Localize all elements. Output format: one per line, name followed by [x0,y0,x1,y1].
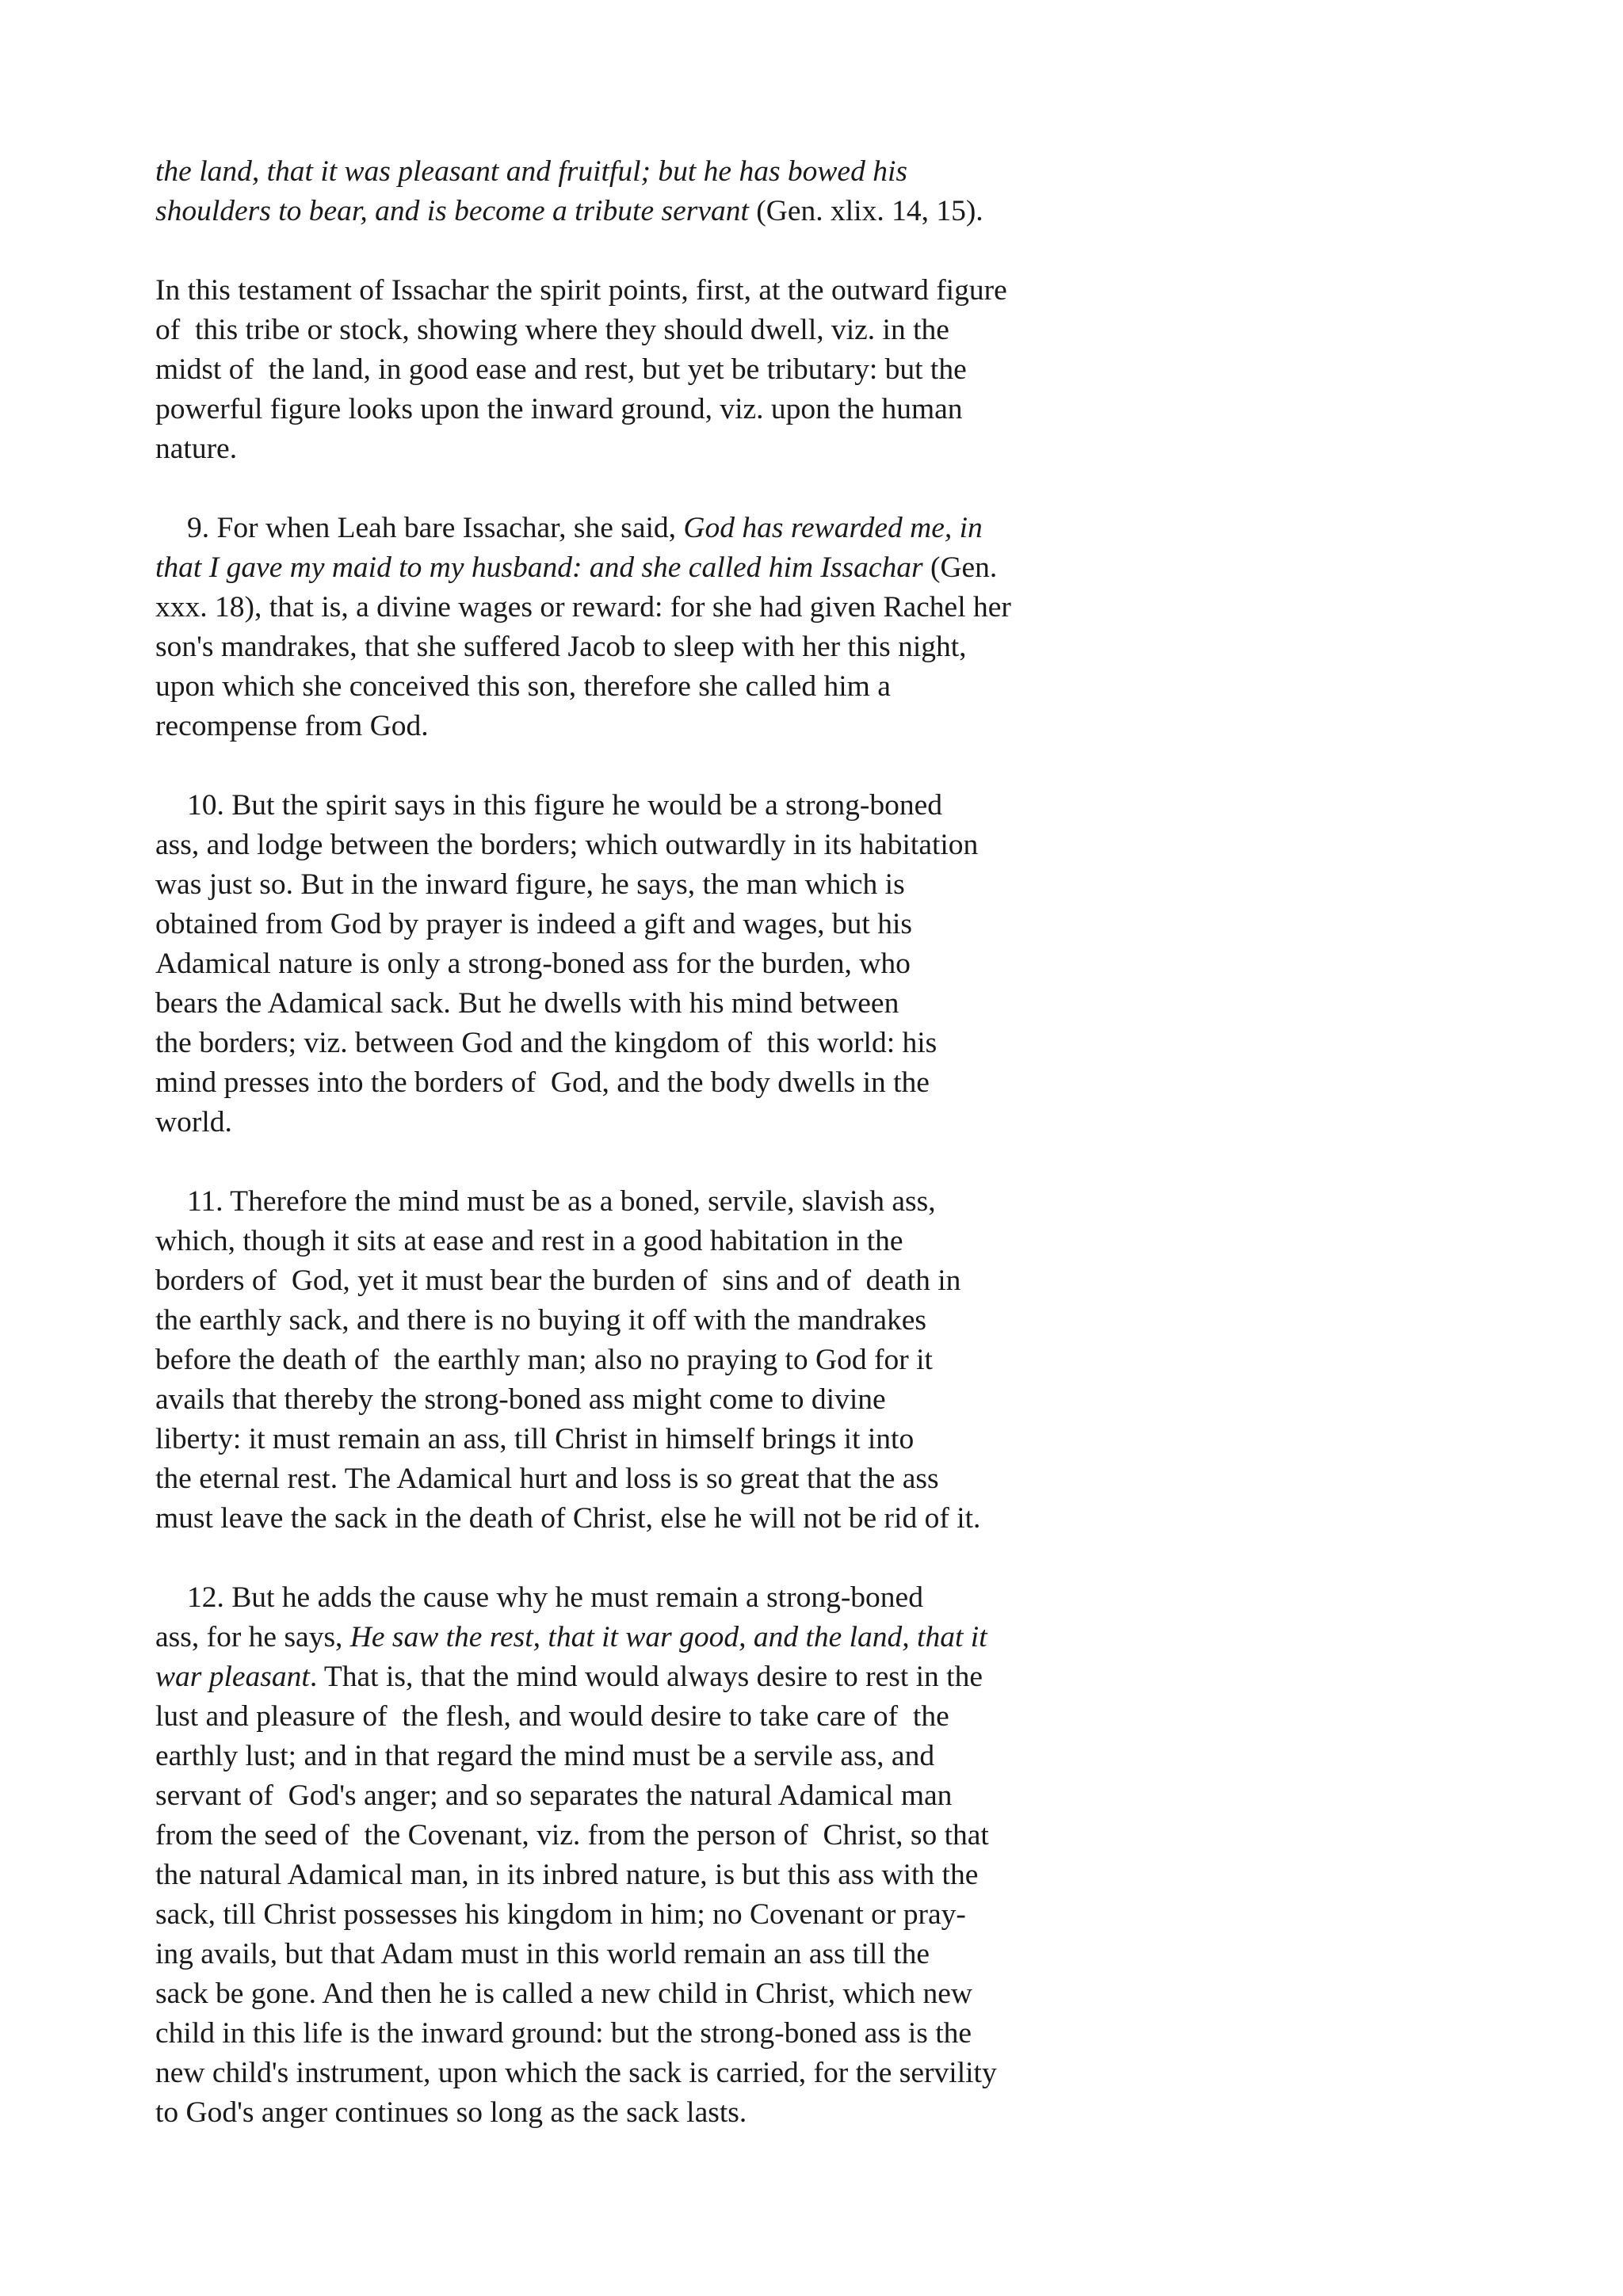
paragraph-gap [155,1142,1281,1182]
text-line: the natural Adamical man, in its inbred nature, is but this ass with the [155,1859,979,1891]
text-line: the eternal rest. The Adamical hurt and loss is so great that the ass [155,1463,939,1495]
text-line: powerful figure looks upon the inward ground, viz. upon the human [155,393,963,425]
text-line: that I gave my maid to my husband: and she called him Issachar (Gen. [155,551,998,584]
text-line: shoulders to bear, and is become a tribute servant (Gen. xlix. 14, 15). [155,195,983,227]
text-line: ass, and lodge between the borders; which outwardly in its habitation [155,829,979,861]
text-line: sack, till Christ possesses his kingdom in him; no Covenant or pray- [155,1898,966,1931]
text-line: ing avails, but that Adam must in this world remain an ass till the [155,1938,930,1970]
text-line: 10. But the spirit says in this figure he would be a strong-boned [187,789,942,822]
paragraph-gap [155,746,1281,786]
text-line: nature. [155,433,238,465]
document-page [155,152,1281,2133]
text-line: liberty: it must remain an ass, till Christ in himself brings it into [155,1423,915,1455]
text-line: earthly lust; and in that regard the mind must be a servile ass, and [155,1740,935,1772]
text-line: obtained from God by prayer is indeed a gift and wages, but his [155,908,912,940]
text-line: of this tribe or stock, showing where they should dwell, viz. in the [155,314,949,346]
text-line: 9. For when Leah bare Issachar, she said, God has rewarded me, in [187,512,983,544]
text-line: from the seed of the Covenant, viz. from the person of Christ, so that [155,1819,989,1852]
text-line: to God's anger continues so long as the sack lasts. [155,2096,747,2129]
text-line: xxx. 18), that is, a divine wages or reward: for she had given Rachel her [155,591,1011,624]
text-line: recompense from God. [155,710,429,742]
paragraph-gap [155,231,1281,271]
text-line: ass, for he says, He saw the rest, that it war good, and the land, that it [155,1621,987,1653]
intro-quote [155,152,1281,231]
text-line: war pleasant. That is, that the mind would always desire to rest in the [155,1661,983,1693]
text-line: upon which she conceived this son, therefore she called him a [155,670,891,703]
paragraph-gap [155,469,1281,509]
text-line: midst of the land, in good ease and rest, but yet be tributary: but the [155,353,967,386]
text-line: was just so. But in the inward figure, he says, the man which is [155,868,905,901]
text-line: bears the Adamical sack. But he dwells with his mind between [155,987,899,1020]
text-line: lust and pleasure of the flesh, and would desire to take care of the [155,1700,949,1733]
text-line: which, though it sits at ease and rest in a good habitation in the [155,1225,903,1257]
text-line: Adamical nature is only a strong-boned ass for the burden, who [155,948,911,980]
text-line: world. [155,1106,232,1138]
text-line: the borders; viz. between God and the kingdom of this world: his [155,1027,938,1059]
text-line: new child's instrument, upon which the sack is carried, for the servility [155,2057,997,2089]
text-line: 12. But he adds the cause why he must remain a strong-boned [187,1581,923,1614]
text-line: servant of God's anger; and so separates the natural Adamical man [155,1779,953,1812]
paragraph-testament [155,271,1281,469]
text-line: 11. Therefore the mind must be as a boned, servile, slavish ass, [187,1185,936,1218]
paragraph-gap [155,1539,1281,1578]
paragraph-10 [155,786,1281,1142]
text-line: the land, that it was pleasant and fruitful; but he has bowed his [155,155,907,188]
text-line: avails that thereby the strong-boned ass might come to divine [155,1383,886,1416]
text-line: the earthly sack, and there is no buying it off with the mandrakes [155,1304,927,1337]
text-line: sack be gone. And then he is called a new child in Christ, which new [155,1978,972,2010]
text-line: before the death of the earthly man; also no praying to God for it [155,1344,933,1376]
text-line: must leave the sack in the death of Christ, else he will not be rid of it. [155,1502,981,1535]
paragraph-12 [155,1578,1281,2133]
paragraph-11 [155,1182,1281,1539]
paragraph-9 [155,509,1281,746]
text-line: child in this life is the inward ground: but the strong-boned ass is the [155,2017,972,2050]
text-line: son's mandrakes, that she suffered Jacob to sleep with her this night, [155,631,967,663]
text-line: In this testament of Issachar the spirit points, first, at the outward figure [155,274,1007,307]
text-line: mind presses into the borders of God, and the body dwells in the [155,1066,930,1099]
text-line: borders of God, yet it must bear the burden of sins and of death in [155,1264,961,1297]
